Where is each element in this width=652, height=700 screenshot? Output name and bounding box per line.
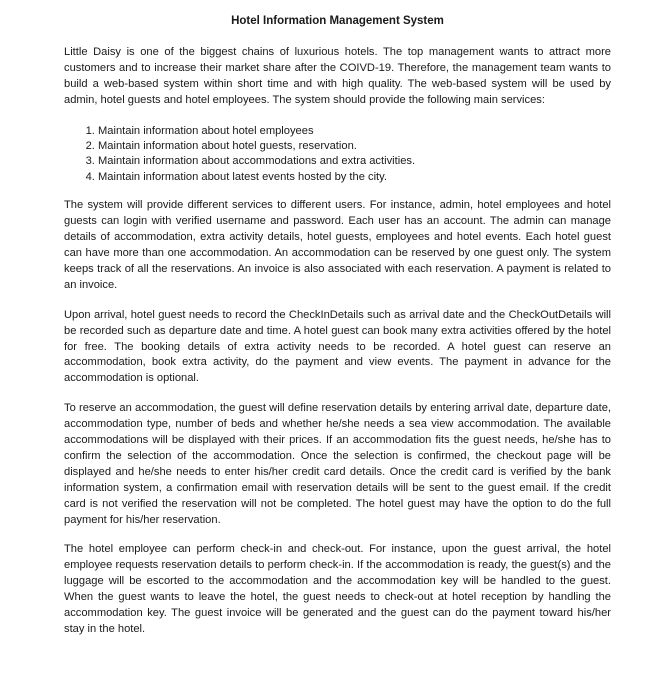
document-page	[64, 0, 611, 638]
document-title: Hotel Information Management System	[231, 15, 444, 27]
reservation-paragraph: To reserve an accommodation, the guest will define reservation details by entering arrival date, departure date, accommodation type, number of beds and whether he/she needs a sea view accommodation. The available accommodations will be displayed with their prices. If an accommodation fits the guest needs, he/she has to confirm the selection of the accommodation. Once the selection is confirmed, the checkout page will be displayed and he/she needs to enter his/her credit card details. Once the credit card is verified by the bank information system, a confirmation email with reservation details will be sent to the guest email. If the credit card is not verified the reservation will not be completed. The hotel guest may have the option to do the full payment for his/her reservation.	[64, 402, 611, 526]
intro-paragraph: Little Daisy is one of the biggest chains of luxurious hotels. The top management wants to attract more customers and to increase their market share after the COIVD-19. Therefore, the management team wants to build a web-based system within short time and with high quality. The web-based system will be used by admin, hotel guests and hotel employees. The system should provide the following main services:	[64, 46, 611, 106]
checkin-paragraph: The hotel employee can perform check-in and check-out. For instance, upon the guest arrival, the hotel employee requests reservation details to perform check-in. If the accommodation is ready, the guest(s) and the luggage will be escorted to the accommodation and the accommodation key will be handled to the guest. When the guest wants to leave the hotel, the guest needs to check-out at hotel reception by handling the accommodation key. The guest invoice will be generated and the guest can do the payment toward his/her stay in the hotel.	[64, 543, 611, 635]
list-item: 1. Maintain information about hotel employees	[98, 124, 611, 139]
services-list	[64, 124, 611, 186]
list-item: 3. Maintain information about accommodations and extra activities.	[98, 154, 611, 169]
users-paragraph: The system will provide different services to different users. For instance, admin, hotel employees and hotel guests can login with verified username and password. Each user has an account. The admin can manage details of accommodation, extra activity details, hotel guests, employees and hotel events. Each hotel guest can have more than one accommodation. An accommodation can be reserved by one guest only. The system keeps track of all the reservations. An invoice is also associated with each reservation. A payment is related to an invoice.	[64, 199, 611, 291]
list-item: 4. Maintain information about latest events hosted by the city.	[98, 170, 611, 185]
arrival-paragraph: Upon arrival, hotel guest needs to record the CheckInDetails such as arrival date and the CheckOutDetails will be recorded such as departure date and time. A hotel guest can book many extra activities offered by the hotel for free. The booking details of extra activity needs to be recorded. A hotel guest can reserve an accommodation, book extra activity, do the payment and view events. The payment in advance for the accommodation is optional.	[64, 308, 611, 385]
list-item: 2. Maintain information about hotel guests, reservation.	[98, 139, 611, 154]
